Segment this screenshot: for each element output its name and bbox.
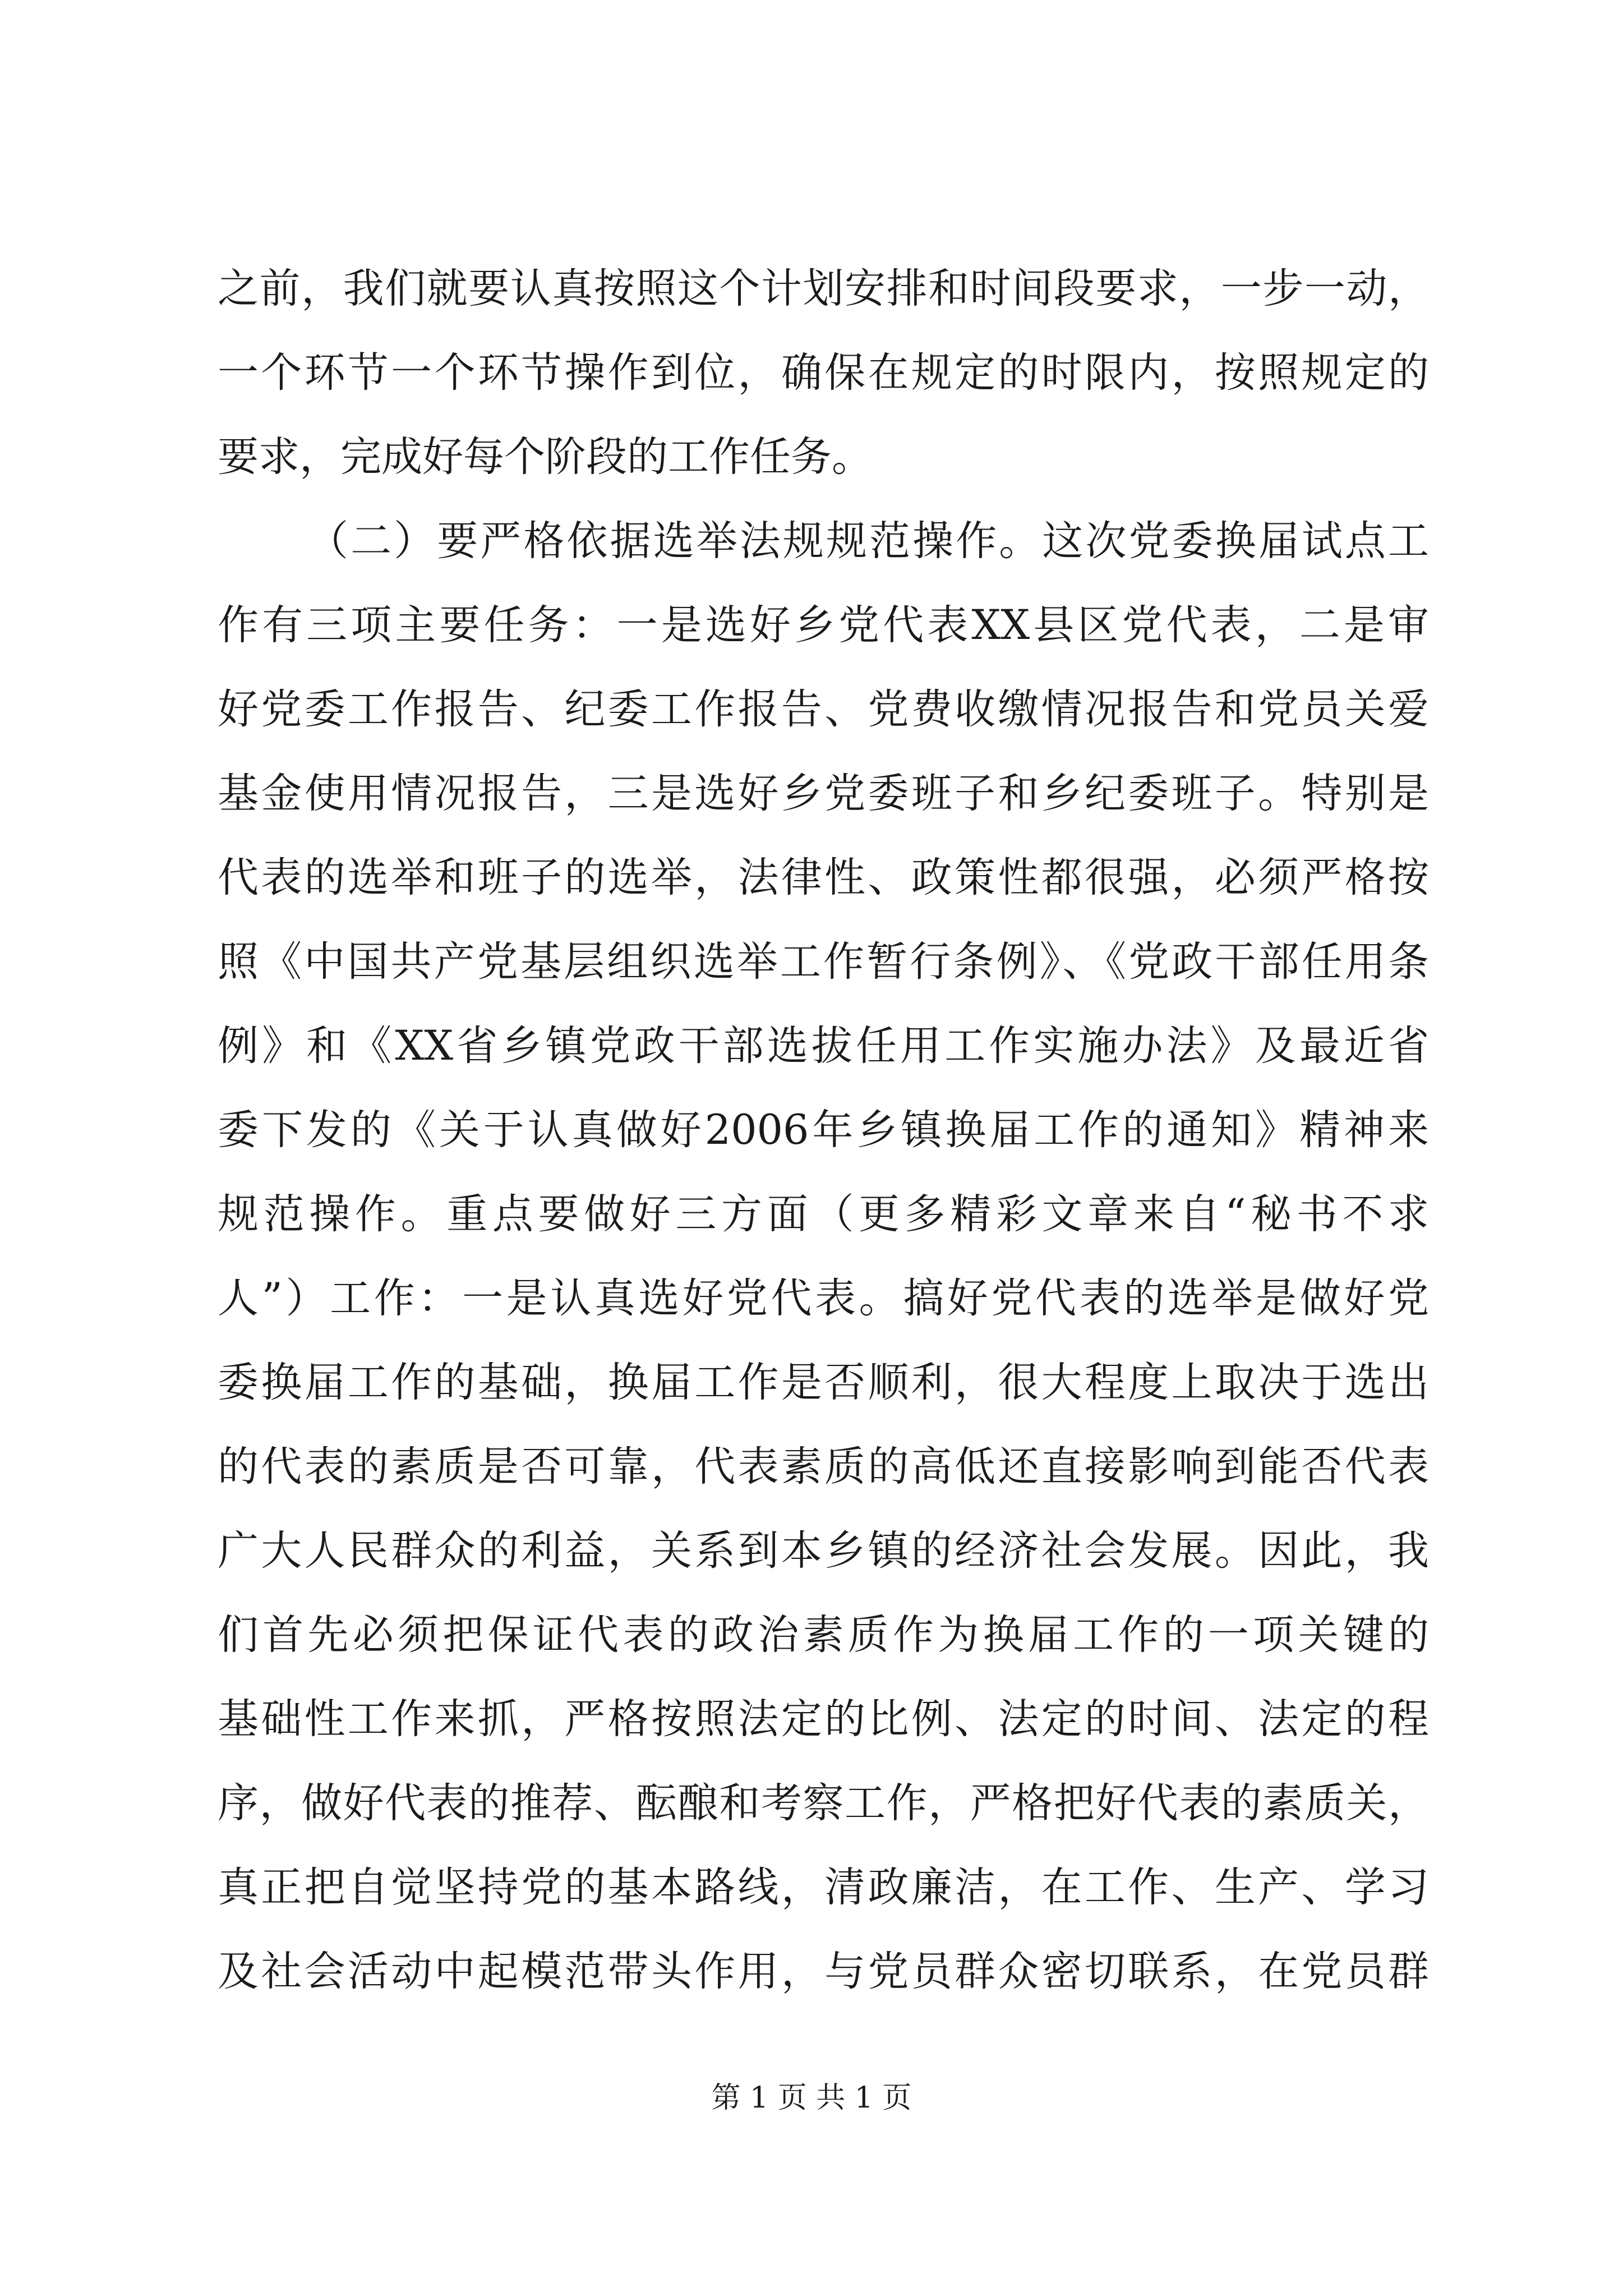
text-line: 基金使用情况报告，三是选好乡党委班子和乡纪委班子。特别是 xyxy=(218,770,1429,817)
text-line: 代表的选举和班子的选举，法律性、政策性都很强，必须严格按 xyxy=(218,854,1429,901)
text-line: 好党委工作报告、纪委工作报告、党费收缴情况报告和党员关爱 xyxy=(218,685,1429,733)
text-line: 委下发的《关于认真做好2006年乡镇换届工作的通知》精神来 xyxy=(218,1106,1429,1154)
text-line: 作有三项主要任务：一是选好乡党代表XX县区党代表，二是审 xyxy=(218,601,1429,649)
text-line: 照《中国共产党基层组织选举工作暂行条例》、《党政干部任用条 xyxy=(218,938,1429,986)
page-number-footer: 第 1 页 共 1 页 xyxy=(711,2081,912,2115)
text-line: 规范操作。重点要做好三方面（更多精彩文章来自“秘书不求 xyxy=(218,1190,1429,1238)
text-line: 们首先必须把保证代表的政治素质作为换届工作的一项关键的 xyxy=(218,1611,1429,1659)
text-line: 人”）工作：一是认真选好党代表。搞好党代表的选举是做好党 xyxy=(218,1274,1429,1322)
text-line: 基础性工作来抓，严格按照法定的比例、法定的时间、法定的程 xyxy=(218,1695,1429,1743)
text-line: （二）要严格依据选举法规规范操作。这次党委换届试点工 xyxy=(307,517,1429,565)
text-line: 真正把自觉坚持党的基本路线，清政廉洁，在工作、生产、学习 xyxy=(218,1864,1429,1911)
text-line: 的代表的素质是否可靠，代表素质的高低还直接影响到能否代表 xyxy=(218,1443,1429,1490)
text-line: 例》和《XX省乡镇党政干部选拔任用工作实施办法》及最近省 xyxy=(218,1022,1429,1070)
text-line: 及社会活动中起模范带头作用，与党员群众密切联系，在党员群 xyxy=(218,1948,1429,1995)
text-line: 序，做好代表的推荐、酝酿和考察工作，严格把好代表的素质关， xyxy=(218,1779,1429,1827)
text-line: 要求，完成好每个阶段的工作任务。 xyxy=(218,433,873,481)
text-line: 之前，我们就要认真按照这个计划安排和时间段要求，一步一动， xyxy=(218,265,1429,312)
text-line: 一个环节一个环节操作到位，确保在规定的时限内，按照规定的 xyxy=(218,349,1429,397)
text-line: 广大人民群众的利益，关系到本乡镇的经济社会发展。因此，我 xyxy=(218,1527,1429,1575)
text-line: 委换届工作的基础，换届工作是否顺利，很大程度上取决于选出 xyxy=(218,1359,1429,1406)
